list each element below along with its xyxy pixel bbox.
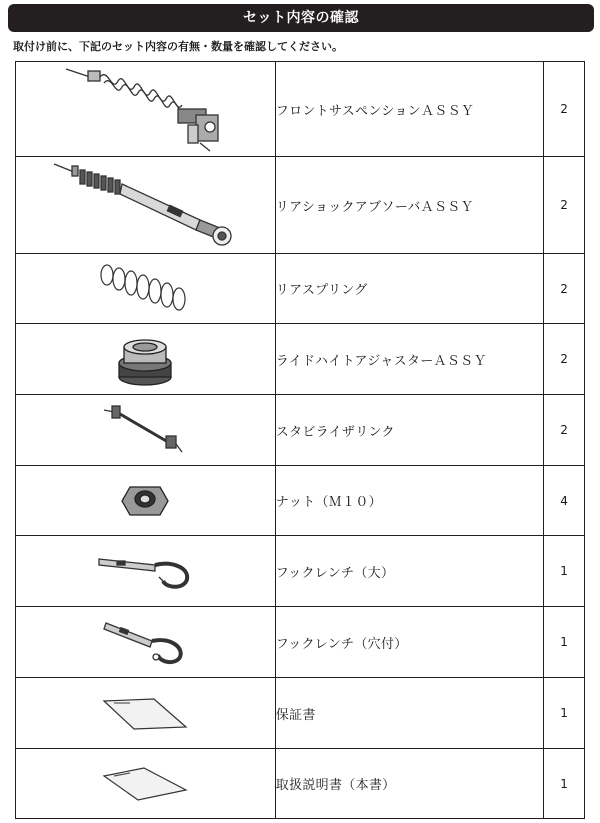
item-name: リアショックアブソーバＡＳＳＹ (275, 157, 543, 254)
table-row (16, 62, 585, 157)
item-image-cell (16, 157, 276, 254)
instruction-text: 取付け前に、下記のセット内容の有無・数量を確認してください。 (13, 40, 343, 53)
table-row (16, 254, 585, 324)
table-row (16, 466, 585, 536)
front-suspension-assembly-icon (60, 63, 230, 155)
item-name: フックレンチ（大） (275, 536, 543, 607)
item-qty: 2 (544, 62, 585, 157)
table-row (16, 395, 585, 466)
item-qty: 1 (544, 678, 585, 749)
item-name: フロントサスペンションＡＳＳＹ (275, 62, 543, 157)
table-row (16, 324, 585, 395)
item-qty: 1 (544, 536, 585, 607)
item-image-cell (16, 395, 276, 466)
table-row (16, 607, 585, 678)
item-image-cell (16, 466, 276, 536)
ride-height-adjuster-icon (110, 329, 180, 389)
item-qty: 4 (544, 466, 585, 536)
item-qty: 1 (544, 607, 585, 678)
item-image-cell (16, 324, 276, 395)
hook-wrench-large-icon (95, 551, 195, 591)
warranty-card-icon (100, 693, 190, 733)
item-name: リアスプリング (275, 254, 543, 324)
item-image-cell (16, 607, 276, 678)
item-qty: 2 (544, 324, 585, 395)
item-image-cell (16, 536, 276, 607)
item-name: フックレンチ（穴付） (275, 607, 543, 678)
item-name: スタビライザリンク (275, 395, 543, 466)
table-row (16, 678, 585, 749)
stabilizer-link-icon (100, 402, 190, 458)
item-name: 保証書 (275, 678, 543, 749)
rear-spring-icon (95, 261, 195, 317)
item-qty: 2 (544, 254, 585, 324)
table-row (16, 536, 585, 607)
nut-icon (120, 479, 170, 523)
item-name: 取扱説明書（本書） (275, 749, 543, 819)
item-qty: 2 (544, 395, 585, 466)
item-image-cell (16, 62, 276, 157)
item-image-cell (16, 678, 276, 749)
table-row (16, 749, 585, 819)
instruction-manual-icon (100, 764, 190, 804)
item-name: ナット（Ｍ１０） (275, 466, 543, 536)
table-row (16, 157, 585, 254)
item-image-cell (16, 254, 276, 324)
hook-wrench-with-hole-icon (100, 617, 190, 667)
section-title: セット内容の確認 (8, 4, 594, 32)
parts-table (15, 61, 585, 819)
item-qty: 1 (544, 749, 585, 819)
item-qty: 2 (544, 157, 585, 254)
item-image-cell (16, 749, 276, 819)
rear-shock-absorber-icon (50, 160, 240, 250)
item-name: ライドハイトアジャスターＡＳＳＹ (275, 324, 543, 395)
